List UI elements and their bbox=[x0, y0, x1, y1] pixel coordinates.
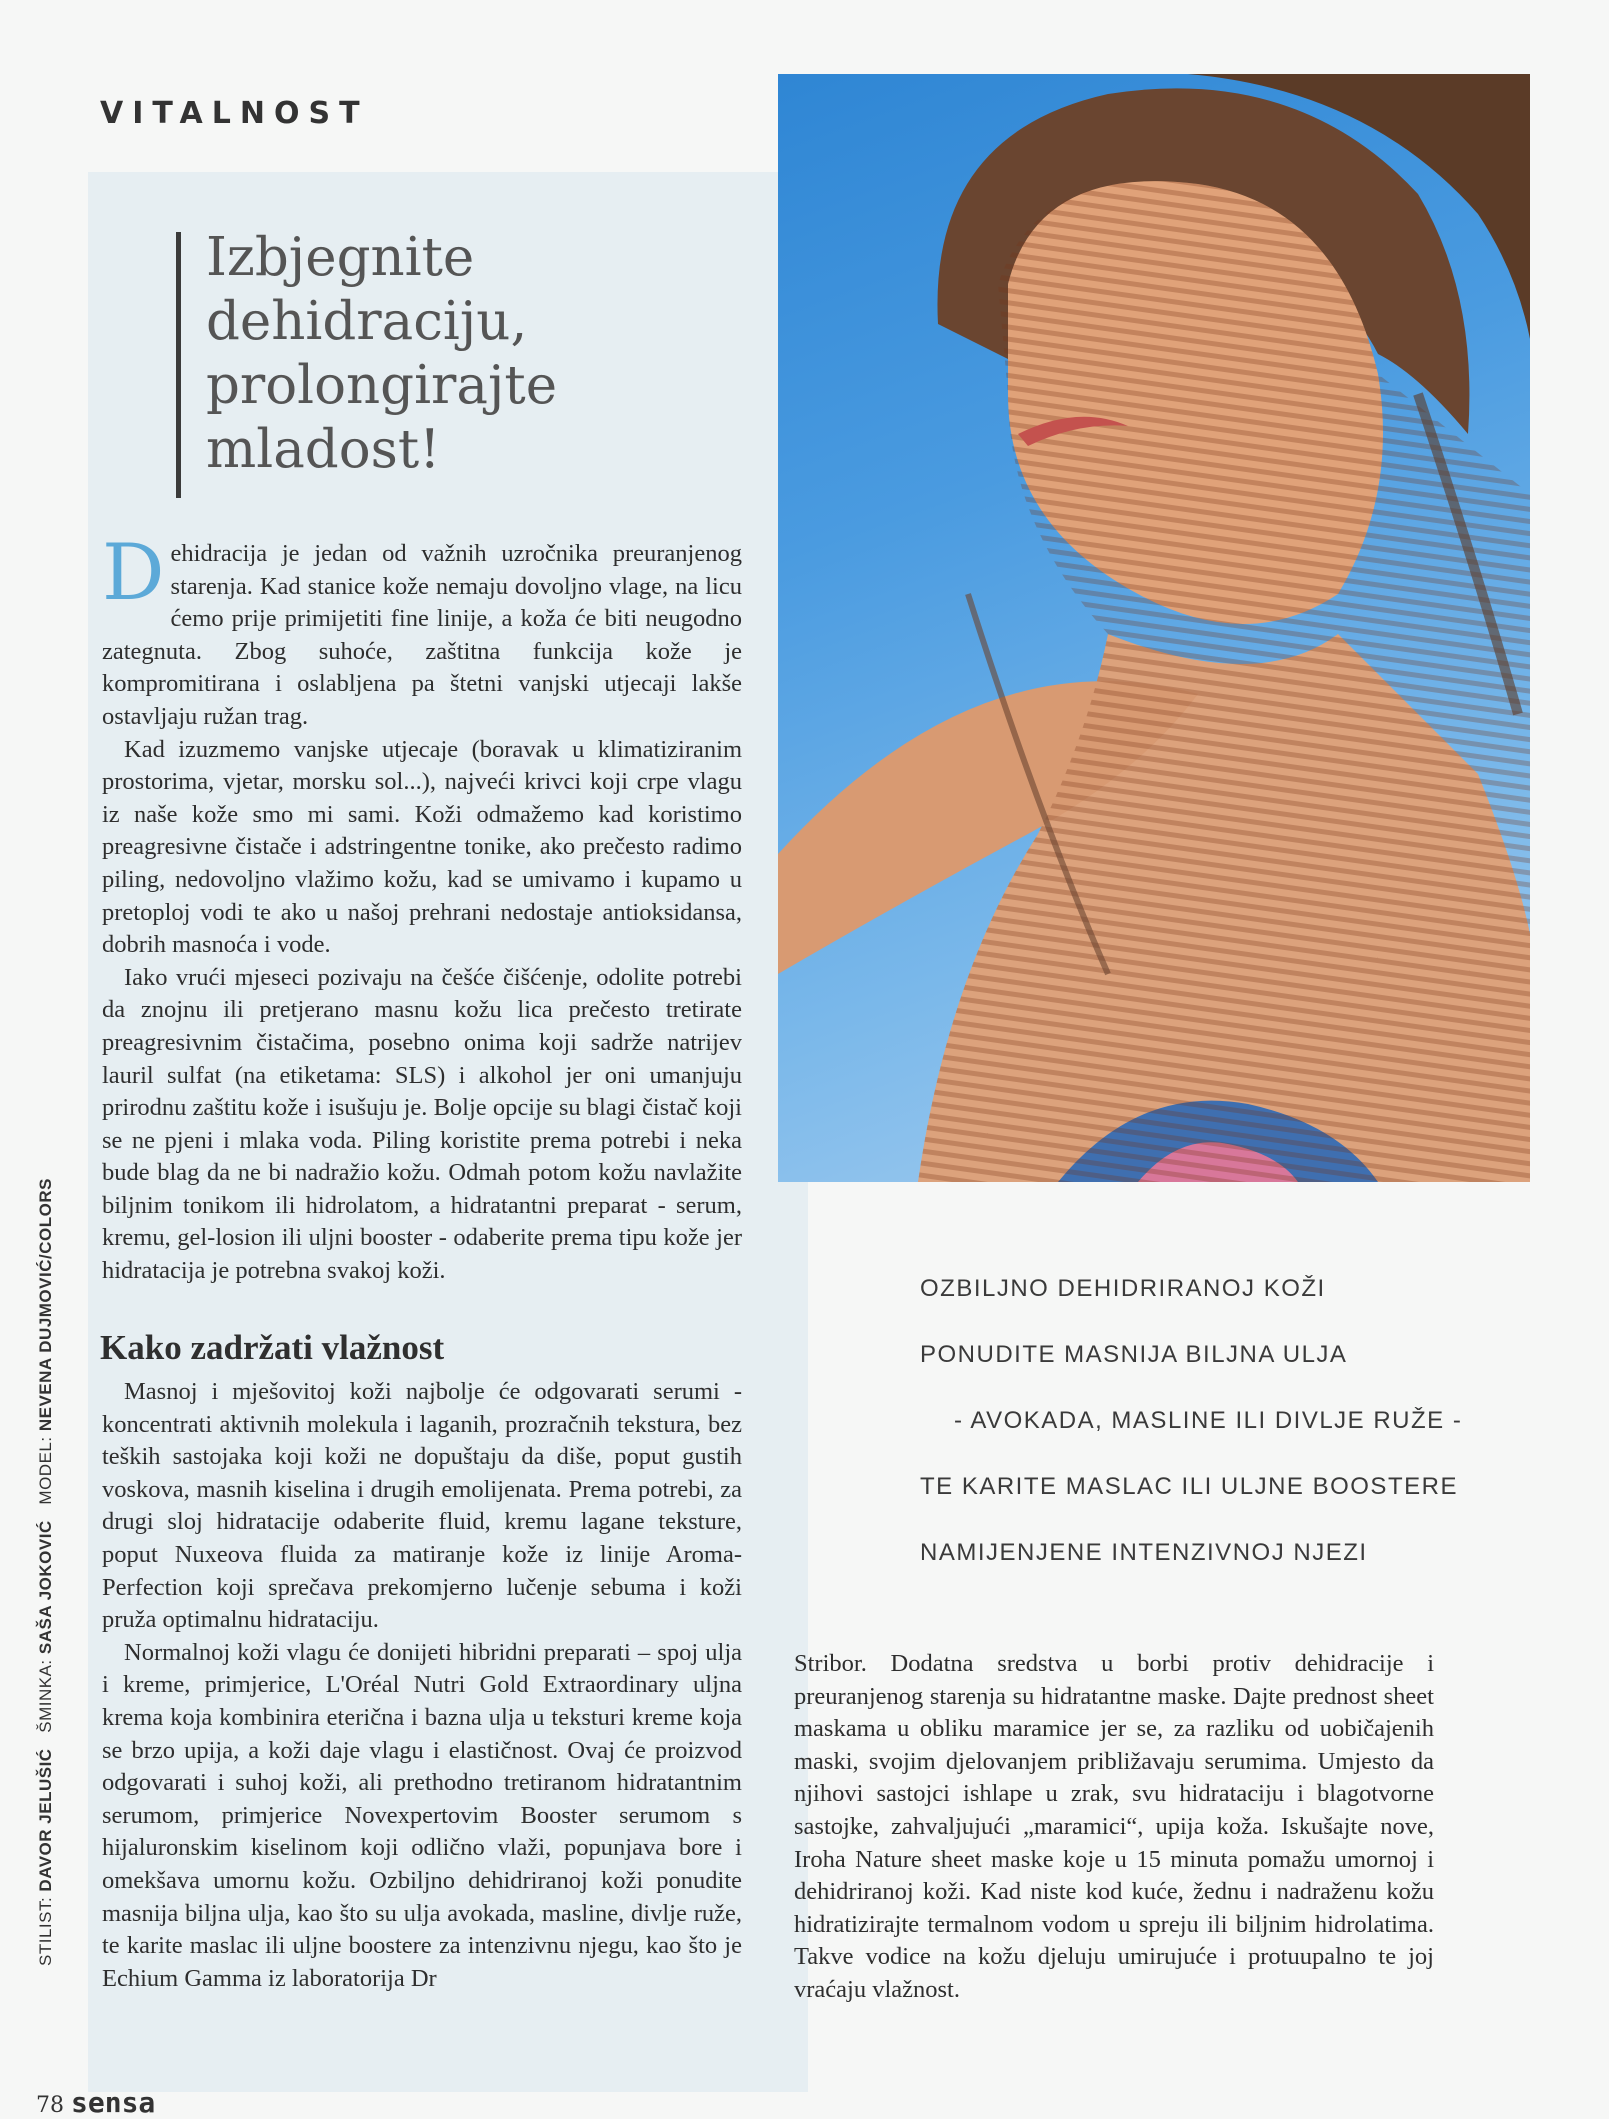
model-label: MODEL: bbox=[36, 1436, 55, 1505]
body-paragraph: Iako vrući mjeseci pozivaju na češće čišćenje, odolite potrebi da znojnu ili pretjerano masnu kožu lica prečesto tretirate preagresivnim čistačima, posebno onima koji sadrže natrijev lauril sulfat (na etiketama: SLS) i alkohol jer oni umanjuju prirodnu zaštitu kože i isušuju je. Bolje opcije su blagi čistač koji se ne pjeni i mlaka voda. Piling koristite prema potrebi i neka bude blag da ne bi nadražio kožu. Odmah potom kožu navlažite biljnim tonikom ili hidrolatom, a hidratantni preparat - serum, kremu, gel-losion ili uljni booster - odaberite prema tipu kože jer hidratacija je potrebna svakoj koži. bbox=[102, 963, 742, 1285]
magazine-brand: sensa bbox=[71, 2086, 156, 2119]
photo-credits bbox=[36, 1178, 56, 1966]
model-name: NEVENA DUJMOVIĆ/COLORS bbox=[36, 1178, 55, 1432]
pull-quote bbox=[920, 1256, 1480, 1586]
stylist-name: DAVOR JELUŠIĆ bbox=[36, 1748, 55, 1892]
makeup-name: SAŠA JOKOVIĆ bbox=[36, 1520, 55, 1655]
pull-quote-line: NAMIJENJENE INTENZIVNOJ NJEZI bbox=[920, 1539, 1368, 1566]
page-number: 78 bbox=[36, 2093, 64, 2118]
intro-paragraph bbox=[102, 528, 742, 734]
portrait-photo bbox=[778, 74, 1530, 1182]
section-label: VITALNOST bbox=[100, 96, 369, 131]
body-paragraph: Normalnoj koži vlagu će donijeti hibridni preparati – spoj ulja i kreme, primjerice, L'Oréal Nutri Gold Extraordinary uljna krema koja kombinira eterična i bazna ulja u teksturi kreme koja se brzo upija, a koži daje vlagu i elastičnost. Ovaj će proizvod odgovarati i suhoj koži, ali prethodno tretiranom hidratantnim serumom, primjerice Novexpertovim Booster serumom s hijaluronskim kiselinom koji odlično vlaži, popunjava bore i omekšava umornu kožu. Ozbiljno dehidriranoj koži ponudite masnija biljna ulja, kao što su ulja avokada, masline, divlje ruže, te karite maslac ili uljne boostere za intenzivnu njegu, kao što je Echium Gamma iz laboratorija Dr bbox=[102, 1638, 742, 1992]
article-column-right-bottom bbox=[794, 1648, 1434, 2007]
pull-quote-line: - AVOKADA, MASLINE ILI DIVLJE RUŽE - bbox=[954, 1407, 1463, 1434]
body-paragraph: Masnoj i mješovitoj koži najbolje će odgovarati serumi - koncentrati aktivnih molekula i laganih, prozračnih tekstura, bez teških sastojaka koji koži ne dopuštaju da diše, poput gustih voskova, masnih kiselina i drugih emolijenata. Prema potrebi, za drugi sloj hidratacije odaberite fluid, kremu lagane teksture, poput Nuxeova fluida za matiranje kože iz linije Aroma-Perfection koji sprečava prekomjerno lučenje sebuma i koži pruža optimalnu hidrataciju. bbox=[102, 1378, 742, 1634]
article-column-left-top bbox=[102, 528, 742, 1288]
intro-text: ehidracija je jedan od važnih uzročnika preuranjenog starenja. Kad stanice kože nemaju dovoljno vlage, na licu ćemo prije primijetiti fine linije, a koža će biti neugodno zategnuta. Zbog suhoće, zaštitna funkcija kože je kompromitirana i oslabljena pa štetni vanjski utjecaji lakše ostavljaju ružan trag. bbox=[102, 540, 742, 730]
drop-cap: D bbox=[102, 528, 165, 618]
page-footer bbox=[36, 2086, 155, 2119]
headline-rule bbox=[176, 232, 181, 498]
body-paragraph: Stribor. Dodatna sredstva u borbi protiv dehidracije i preuranjenog starenja su hidratantne maske. Dajte prednost sheet maskama u obliku maramice jer se, za razliku od uobičajenih maski, svojim djelovanjem približavaju serumima. Umjesto da njihovi sastojci ishlape u zrak, svu hidrataciju i blagotvorne sastojke, zahvaljujući „maramici“, upija koža. Iskušajte nove, Iroha Nature sheet maske koje u 15 minuta pomažu umornoj i dehidriranoj koži. Kad niste kod kuće, žednu i nadraženu kožu hidratizirajte termalnom vodom u spreju ili biljnim hidrolatima. Takve vodice na kožu djeluju umirujuće i protuupalno te joj vraćaju vlažnost. bbox=[794, 1650, 1434, 2003]
article-headline: Izbjegnite dehidraciju, prolongirajte mladost! bbox=[206, 227, 558, 480]
stylist-label: STILIST: bbox=[36, 1896, 55, 1966]
pull-quote-line: PONUDITE MASNIJA BILJNA ULJA bbox=[920, 1341, 1348, 1368]
portrait-illustration bbox=[778, 74, 1530, 1182]
pull-quote-line: OZBILJNO DEHIDRIRANOJ KOŽI bbox=[920, 1275, 1326, 1302]
body-paragraph: Kad izuzmemo vanjske utjecaje (boravak u klimatiziranim prostorima, vjetar, morsku sol...), najveći krivci koji crpe vlagu iz naše kože smo mi sami. Koži odmažemo kad koristimo preagresivne čistače i adstringentne tonike, ako prečesto radimo piling, nedovoljno vlažimo kožu, kad se umivamo i kupamo u pretoploj vodi te ako u našoj prehrani nedostaje antioksidansa, dobrih masnoća i vode. bbox=[102, 735, 742, 959]
pull-quote-line: TE KARITE MASLAC ILI ULJNE BOOSTERE bbox=[920, 1473, 1458, 1500]
article-column-left-bottom bbox=[102, 1376, 742, 1995]
makeup-label: ŠMINKA: bbox=[36, 1659, 55, 1733]
section-subheading: Kako zadržati vlažnost bbox=[100, 1328, 445, 1367]
